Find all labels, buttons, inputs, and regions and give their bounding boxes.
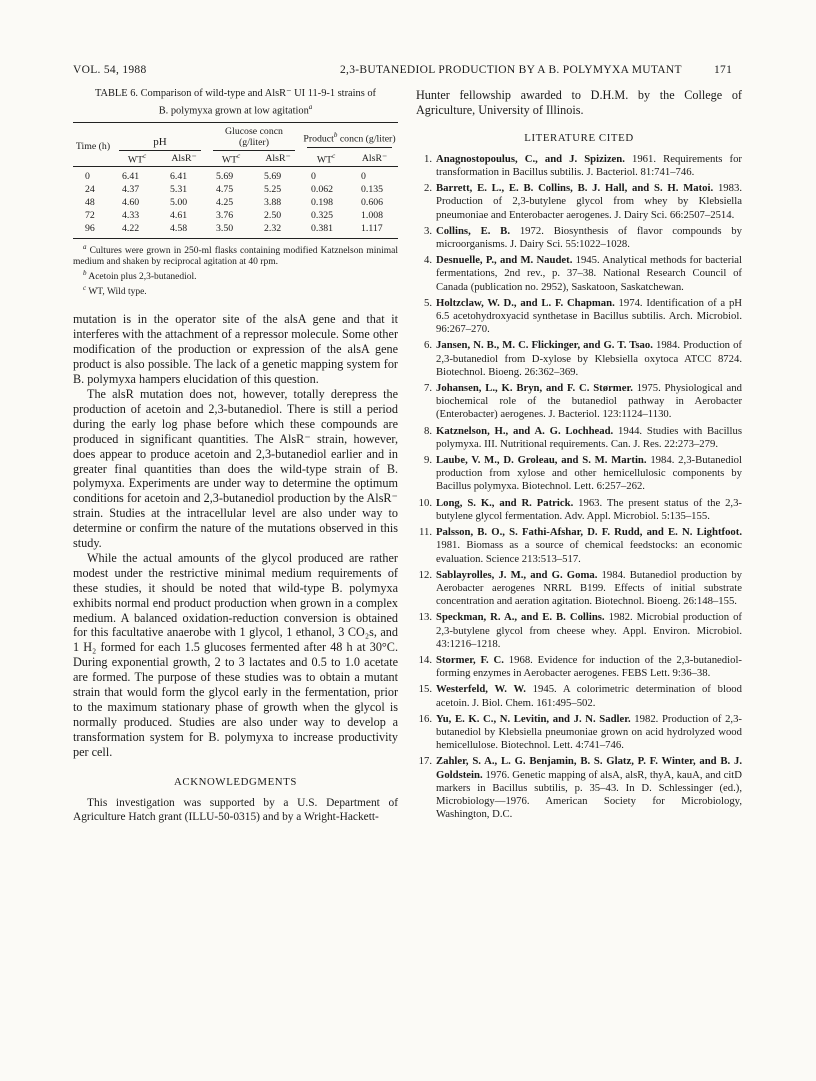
reference-number: 2. [423,182,432,195]
reference-item [416,382,742,422]
reference-item [416,526,742,566]
table-cell: 5.25 [264,183,282,195]
reference-details: 1945. A colorimetric determination of blood acetoin. J. Biol. Chem. 161:495–502. [436,683,742,709]
reference-number: 10. [418,496,432,509]
reference-authors: Long, S. K., and R. Patrick. [436,496,574,509]
sub-wt-ph-mark: c [143,152,147,161]
reference-details: 1981. Biomass as a source of chemical feedstocks: an economic evaluation. Science 213:513–517. [436,539,742,565]
table-row [73,209,398,222]
table-cell: 1.008 [361,209,384,221]
reference-number: 16. [418,712,432,725]
table-row [73,170,398,183]
reference-authors: Barrett, E. L., E. B. Collins, B. J. Hall, and S. H. Matoi. [436,182,714,195]
table-cell: 0.606 [361,196,384,208]
reference-item [416,755,742,821]
table-cell: 4.60 [122,196,140,208]
table-cell: 5.00 [170,196,188,208]
reference-authors: Stormer, F. C. [436,653,504,666]
table-cell: 1.117 [361,222,383,234]
reference-item [416,683,742,709]
reference-text [436,382,742,422]
reference-text [436,339,742,379]
sub-wt-ph-text: WT [127,154,144,166]
reference-details: 1982. Microbial production of 2,3-butylene glycol from cheese whey. Appl. Environ. Microbiol. 43:1216–1218. [436,611,742,650]
footnote-a-text: Cultures were grown in 250-ml flasks containing modified Katznelson minimal medium and shaken by reciprocal agitation at 40 rpm. [73,246,398,268]
footnote-c-text: WT, Wild type. [86,287,147,298]
reference-text [436,254,742,294]
reference-item [416,654,742,680]
footnote-b-text: Acetoin plus 2,3-butanediol. [86,272,197,283]
reference-number: 5. [423,296,432,309]
reference-number: 12. [418,568,432,581]
footnote-c-mark: c [83,284,87,293]
table6-label: TABLE 6. [94,88,139,99]
reference-item [416,182,742,222]
reference-text [436,153,742,179]
table-cell: 3.50 [216,222,234,234]
sub-wt-product [301,151,351,166]
table-cell: 3.76 [216,209,234,221]
table-cell: 6.41 [170,170,188,182]
sub-wt-glucose-mark: c [237,152,241,161]
col-time-header: Time (h) [75,140,111,152]
table-cell: 0 [311,170,316,182]
reference-authors: Sablayrolles, J. M., and G. Goma. [436,568,598,581]
reference-number: 7. [423,382,432,395]
table6-footnotes [73,242,398,298]
reference-details: 1972. Biosynthesis of flavor compounds by microorganisms. J. Dairy Sci. 55:1022–1028. [436,224,742,251]
table-cell: 4.37 [122,183,140,195]
reference-details: 1944. Studies with Bacillus polymyxa. III. Nutritional requirements. Can. J. Res. 22:273–279. [436,424,742,450]
reference-text [436,611,742,651]
table-cell: 0.198 [311,196,334,208]
reference-details: 1975. Physiological and biochemical role of the butanediol pathway in Aerobacter (Enterobacter) aerogenes. J. Bacteriol. 123:1124–1130. [436,382,742,421]
reference-details: 1968. Evidence for induction of the 2,3-butanediol-forming enzymes in Aerobacter aerogenes. FEBS Lett. 9:36–38. [436,653,742,680]
reference-text [436,713,742,753]
sub-wt-product-mark: c [332,152,336,161]
sub-alsr-glucose: AlsR⁻ [265,153,291,165]
reference-number: 3. [423,224,432,237]
col-group-glucose [207,126,301,151]
reference-details: 1984. Butanediol production by Aerobacter aerogenes NRRL B199. Effects of initial substrate concentration and aeration agitation. Biotechnol. Bioeng. 26:148–155. [436,568,743,608]
reference-number: 13. [418,611,432,624]
reference-item [416,297,742,337]
table-cell: 4.58 [170,222,188,234]
header-running-title: 2,3-BUTANEDIOL PRODUCTION BY A B. POLYMYXA MUTANT [340,64,682,76]
col-group-product-text: Product [303,133,334,145]
reference-authors: Laube, V. M., D. Groleau, and S. M. Martin. [436,454,647,467]
sub-alsr-product: AlsR⁻ [361,153,388,165]
reference-details: 1961. Requirements for transformation in Bacillus subtilis. J. Bacteriol. 81:741–746. [436,152,742,179]
table-row [73,222,398,235]
table-cell: 48 [85,196,95,208]
reference-text [436,454,742,494]
reference-authors: Yu, E. K. C., N. Levitin, and J. N. Sadler. [436,712,631,725]
table6-body [73,170,398,235]
table-cell: 4.22 [122,222,140,234]
reference-item [416,611,742,651]
footnote-b [73,268,398,283]
reference-text [436,225,742,251]
col-group-ph-text: pH [153,136,167,149]
paragraph-2: The alsR mutation does not, however, totally derepress the production of acetoin and 2,3-butanediol. There is still a period during the early log phase before which these compounds are produced in significant quantities. The AlsR⁻ strain, however, does appear to produce acetoin and 2,3-butanediol earlier and in greater final quantities than does the wild-type strain of B. polymyxa. Experiments are under way to determine the optimum conditions for acetoin and 2,3-butanediol production by the AlsR⁻ strain. Studies at the intracellular level are also under way to determine or confirm the nature of the mutations observed in this study. [73,386,398,551]
reference-item [416,153,742,179]
reference-authors: Holtzclaw, W. D., and L. F. Chapman. [436,296,615,309]
reference-text [436,755,742,821]
product-mark: b [333,131,338,140]
reference-details: 1945. Analytical methods for bacterial fermentations, 2nd rev., p. 37–38. National Research Council of Canada (publication no. 2952), Saskatoon, Saskatchewan. [436,254,742,293]
reference-item [416,425,742,451]
reference-text [436,526,742,566]
reference-authors: Zahler, S. A., L. G. Benjamin, B. S. Glatz, P. F. Winter, and B. J. Goldstein. [436,755,742,781]
product-rest: concn (g/liter) [337,133,396,145]
reference-item [416,254,742,294]
table-cell: 4.75 [216,183,234,195]
reference-number: 17. [418,755,432,768]
table6-caption-mark: a [308,102,313,111]
reference-authors: Desnuelle, P., and M. Naudet. [436,254,573,267]
acknowledgments-text [73,796,398,824]
table6 [73,126,398,235]
table-cell: 0 [85,170,90,182]
table-cell: 4.33 [122,209,140,221]
reference-authors: Westerfeld, W. W. [436,683,526,696]
acknowledgments-heading: ACKNOWLEDGMENTS [174,775,297,788]
paragraph-1: mutation is in the operator site of the alsA gene and that it interferes with the attachment of a repressor molecule. Some other modification of the production or expression of the alsA gene product is also possible. The lack of a genetic mapping system for B. polymyxa hampers elucidation of this question. [73,312,398,387]
reference-number: 15. [418,683,432,696]
table-cell: 4.25 [216,196,234,208]
reference-authors: Jansen, N. B., M. C. Flickinger, and G. T. Tsao. [436,339,653,352]
reference-details: 1974. Identification of a pH 6.5 acetohydroxyacid synthetase in Bacillus subtilis. Arch. Microbiol. 96:267–270. [436,296,743,336]
sub-wt-glucose [207,151,255,166]
reference-text [436,425,742,451]
reference-number: 14. [418,653,432,666]
table-cell: 5.31 [170,183,188,195]
paragraph-3: While the actual amounts of the glycol produced are rather modest under the restrictive minimal medium requirements of these studies, it should be noted that wild-type B. polymyxa exhibits normal end product production when grown in a complex medium. A balanced oxidation-reduction conversion is obtained for this facultative anaerobe with 1 glycol, 1 ethanol, 3 CO₂s, and 1 H₂ formed for each 1.5 glucoses fermented after 48 h at 30°C. During exponential growth, 2 to 3 lactates and 0.5 to 1.0 acetate are formed. The purpose of these studies was to obtain a mutant strain that would form the glycol early in the fermentation, prior to the maximum stationary phase of growth when the glycol is normally produced. Studies are also under way to develop a transformation system for B. polymyxa to increase productivity per cell. [73,550,398,759]
right-column [416,88,742,824]
table-cell: 0.325 [311,209,334,221]
reference-text [436,683,742,709]
reference-item [416,713,742,753]
table-row [73,183,398,196]
sub-wt-ph [113,151,161,166]
table6-caption [73,88,398,117]
reference-details: 1983. Production of 2,3-butylene glycol from whey by Klebsiella pneumoniae and Enterobacter aerogenes. J. Dairy Sci. 66:2507–2514. [436,182,742,221]
acknowledgments-paragraph: This investigation was supported by a U.S. Department of Agriculture Hatch grant (ILLU-50-0315) and by a Wright-Hackett- [73,796,398,823]
footnote-a-mark: a [83,242,87,251]
table-cell: 3.88 [264,196,282,208]
reference-number: 4. [423,254,432,267]
table6-bottom-rule [73,238,398,239]
reference-authors: Anagnostopoulus, C., and J. Spizizen. [436,152,625,165]
product-rule [307,147,392,148]
reference-authors: Katznelson, H., and A. G. Lochhead. [436,424,614,437]
footnote-b-mark: b [83,269,87,278]
table6-top-rule [73,122,398,123]
reference-text [436,497,742,523]
discussion-text [73,312,398,759]
reference-authors: Palsson, B. O., S. Fathi-Afshar, D. F. Rudd, and E. N. Lightfoot. [436,526,742,539]
col-group-glucose-text: Glucose concn (g/liter) [225,126,283,149]
reference-details: 1963. The present status of the 2,3-butylene glycol fermentation. Adv. Appl. Microbiol. 5:135–155. [436,496,742,522]
table-row [73,196,398,209]
reference-text [436,297,742,337]
reference-item [416,497,742,523]
header-volume: VOL. 54, 1988 [73,64,147,76]
reference-number: 1. [423,152,432,165]
left-column [73,88,398,824]
reference-authors: Johansen, L., K. Bryn, and F. C. Størmer. [436,382,633,395]
reference-authors: Collins, E. B. [436,224,510,237]
table-cell: 24 [85,183,95,195]
reference-details: 1976. Genetic mapping of alsA, alsR, thyA, kauA, and citD markers in Bacillus subtilis, p. 35–43. In D. Schlessinger (ed.), Microbiology—1976. American Society for Microbiology, Washington, D.C. [436,768,742,821]
sub-wt-glucose-text: WT [221,154,238,166]
table-cell: 6.41 [122,170,140,182]
reference-details: 1984. 2,3-Butanediol production from xylose and other hemicellulosic components by Bacillus polymyxa. Biotechnol. Lett. 6:257–262. [436,454,742,493]
footnote-a [73,242,398,268]
sub-wt-product-text: WT [316,154,333,166]
table-cell: 72 [85,209,95,221]
table6-caption-text: Comparison of wild-type and AlsR⁻ UI 11-9-1 strains of B. polymyxa grown at low agitation [140,88,377,116]
col-group-product [301,126,398,151]
reference-text [436,569,742,609]
reference-item [416,454,742,494]
reference-number: 9. [423,454,432,467]
reference-text [436,654,742,680]
table-cell: 5.69 [216,170,234,182]
reference-details: 1982. Production of 2,3-butanediol by Klebsiella pneumoniae grown on acid hydrolyzed wood hemicellulose. Biotechnol. Lett. 4:741–746. [436,712,742,752]
table-cell: 0.381 [311,222,334,234]
table-cell: 0.062 [311,183,334,195]
table-cell: 2.50 [264,209,282,221]
table-cell: 0 [361,170,366,182]
sub-alsr-ph: AlsR⁻ [171,153,197,165]
header-page-number: 171 [714,64,733,76]
footnote-c [73,283,398,298]
literature-cited-heading: LITERATURE CITED [524,131,634,144]
fellowship-text [416,88,742,118]
fellowship-paragraph: Hunter fellowship awarded to D.H.M. by the College of Agriculture, University of Illinois. [416,88,742,117]
reference-authors: Speckman, R. A., and E. B. Collins. [436,611,605,624]
reference-number: 8. [423,424,432,437]
reference-details: 1984. Production of 2,3-butanediol from D-xylose by Klebsiella oxytoca ATCC 8724. Biotechnol. Bioeng. 26:362–369. [436,339,742,378]
col-group-ph [113,126,207,151]
reference-text [436,182,742,222]
table-cell: 2.32 [264,222,282,234]
reference-number: 6. [423,339,432,352]
reference-item [416,569,742,609]
table-cell: 96 [85,222,95,234]
table-cell: 5.69 [264,170,282,182]
reference-item [416,339,742,379]
reference-list [416,153,742,822]
table-cell: 4.61 [170,209,188,221]
table-cell: 0.135 [361,183,384,195]
reference-number: 11. [419,526,432,539]
reference-item [416,225,742,251]
